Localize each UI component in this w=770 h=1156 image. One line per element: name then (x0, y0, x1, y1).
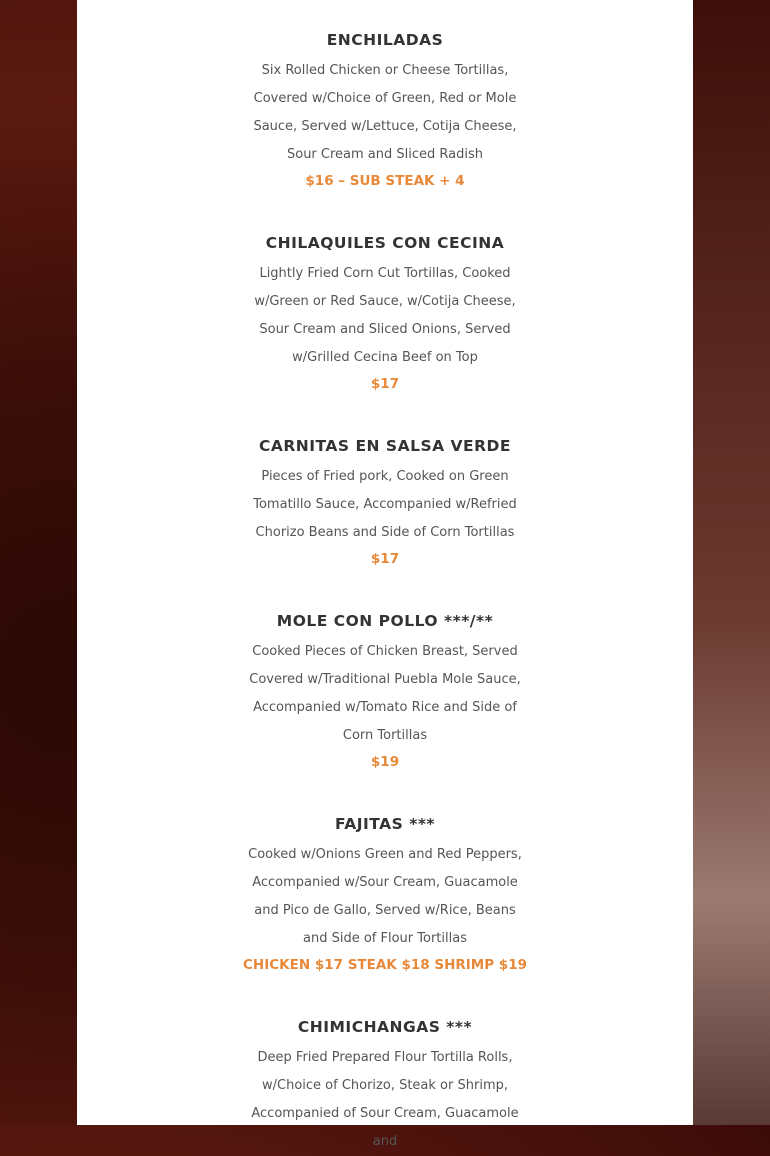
menu-item-description: Deep Fried Prepared Flour Tortilla Rolls, w/Choice of Chorizo, Steak or Shrimp, Accompanied of Sour Cream, Guacamole and (251, 1050, 519, 1149)
menu-item-price: CHICKEN $17 STEAK $18 SHRIMP $19 (243, 957, 527, 973)
menu-item-description: Cooked Pieces of Chicken Breast, Served Covered w/Traditional Puebla Mole Sauce, Accompanied w/Tomato Rice and Side of Corn Tortillas (249, 644, 521, 743)
menu-item-chimichangas (77, 1016, 693, 1156)
menu-panel (77, 0, 693, 1149)
menu-item-carnitas (77, 435, 693, 569)
menu-item-chilaquiles (77, 232, 693, 394)
menu-item-title: MOLE CON POLLO ***/** (276, 612, 494, 630)
menu-item-mole-con-pollo (77, 610, 693, 772)
menu-item-title: FAJITAS *** (334, 815, 436, 833)
menu-item-description: Lightly Fried Corn Cut Tortillas, Cooked w/Green or Red Sauce, w/Cotija Cheese, Sour Cream and Sliced Onions, Served w/Grilled Cecina Beef on Top (254, 266, 516, 365)
menu-item-description: Pieces of Fried pork, Cooked on Green Tomatillo Sauce, Accompanied w/Refried Chorizo Beans and Side of Corn Tortillas (253, 469, 517, 540)
menu-item-price: $17 (370, 551, 400, 567)
menu-item-price: $19 (370, 754, 400, 770)
menu-item-price: $16 – SUB STEAK + 4 (305, 173, 465, 189)
menu-item-fajitas (77, 813, 693, 975)
menu-item-description: Cooked w/Onions Green and Red Peppers, Accompanied w/Sour Cream, Guacamole and Pico de Gallo, Served w/Rice, Beans and Side of Flour Tortillas (248, 847, 522, 946)
menu-item-enchiladas (77, 29, 693, 191)
menu-item-description: Six Rolled Chicken or Cheese Tortillas, Covered w/Choice of Green, Red or Mole Sauce, Served w/Lettuce, Cotija Cheese, Sour Cream and Sliced Radish (253, 63, 517, 162)
menu-item-title: CARNITAS EN SALSA VERDE (259, 437, 511, 455)
menu-item-title: CHIMICHANGAS *** (297, 1018, 473, 1036)
menu-item-title: ENCHILADAS (326, 31, 444, 49)
background-photo (693, 0, 770, 1125)
menu-item-price: $17 (370, 376, 400, 392)
menu-item-title: CHILAQUILES CON CECINA (265, 234, 505, 252)
